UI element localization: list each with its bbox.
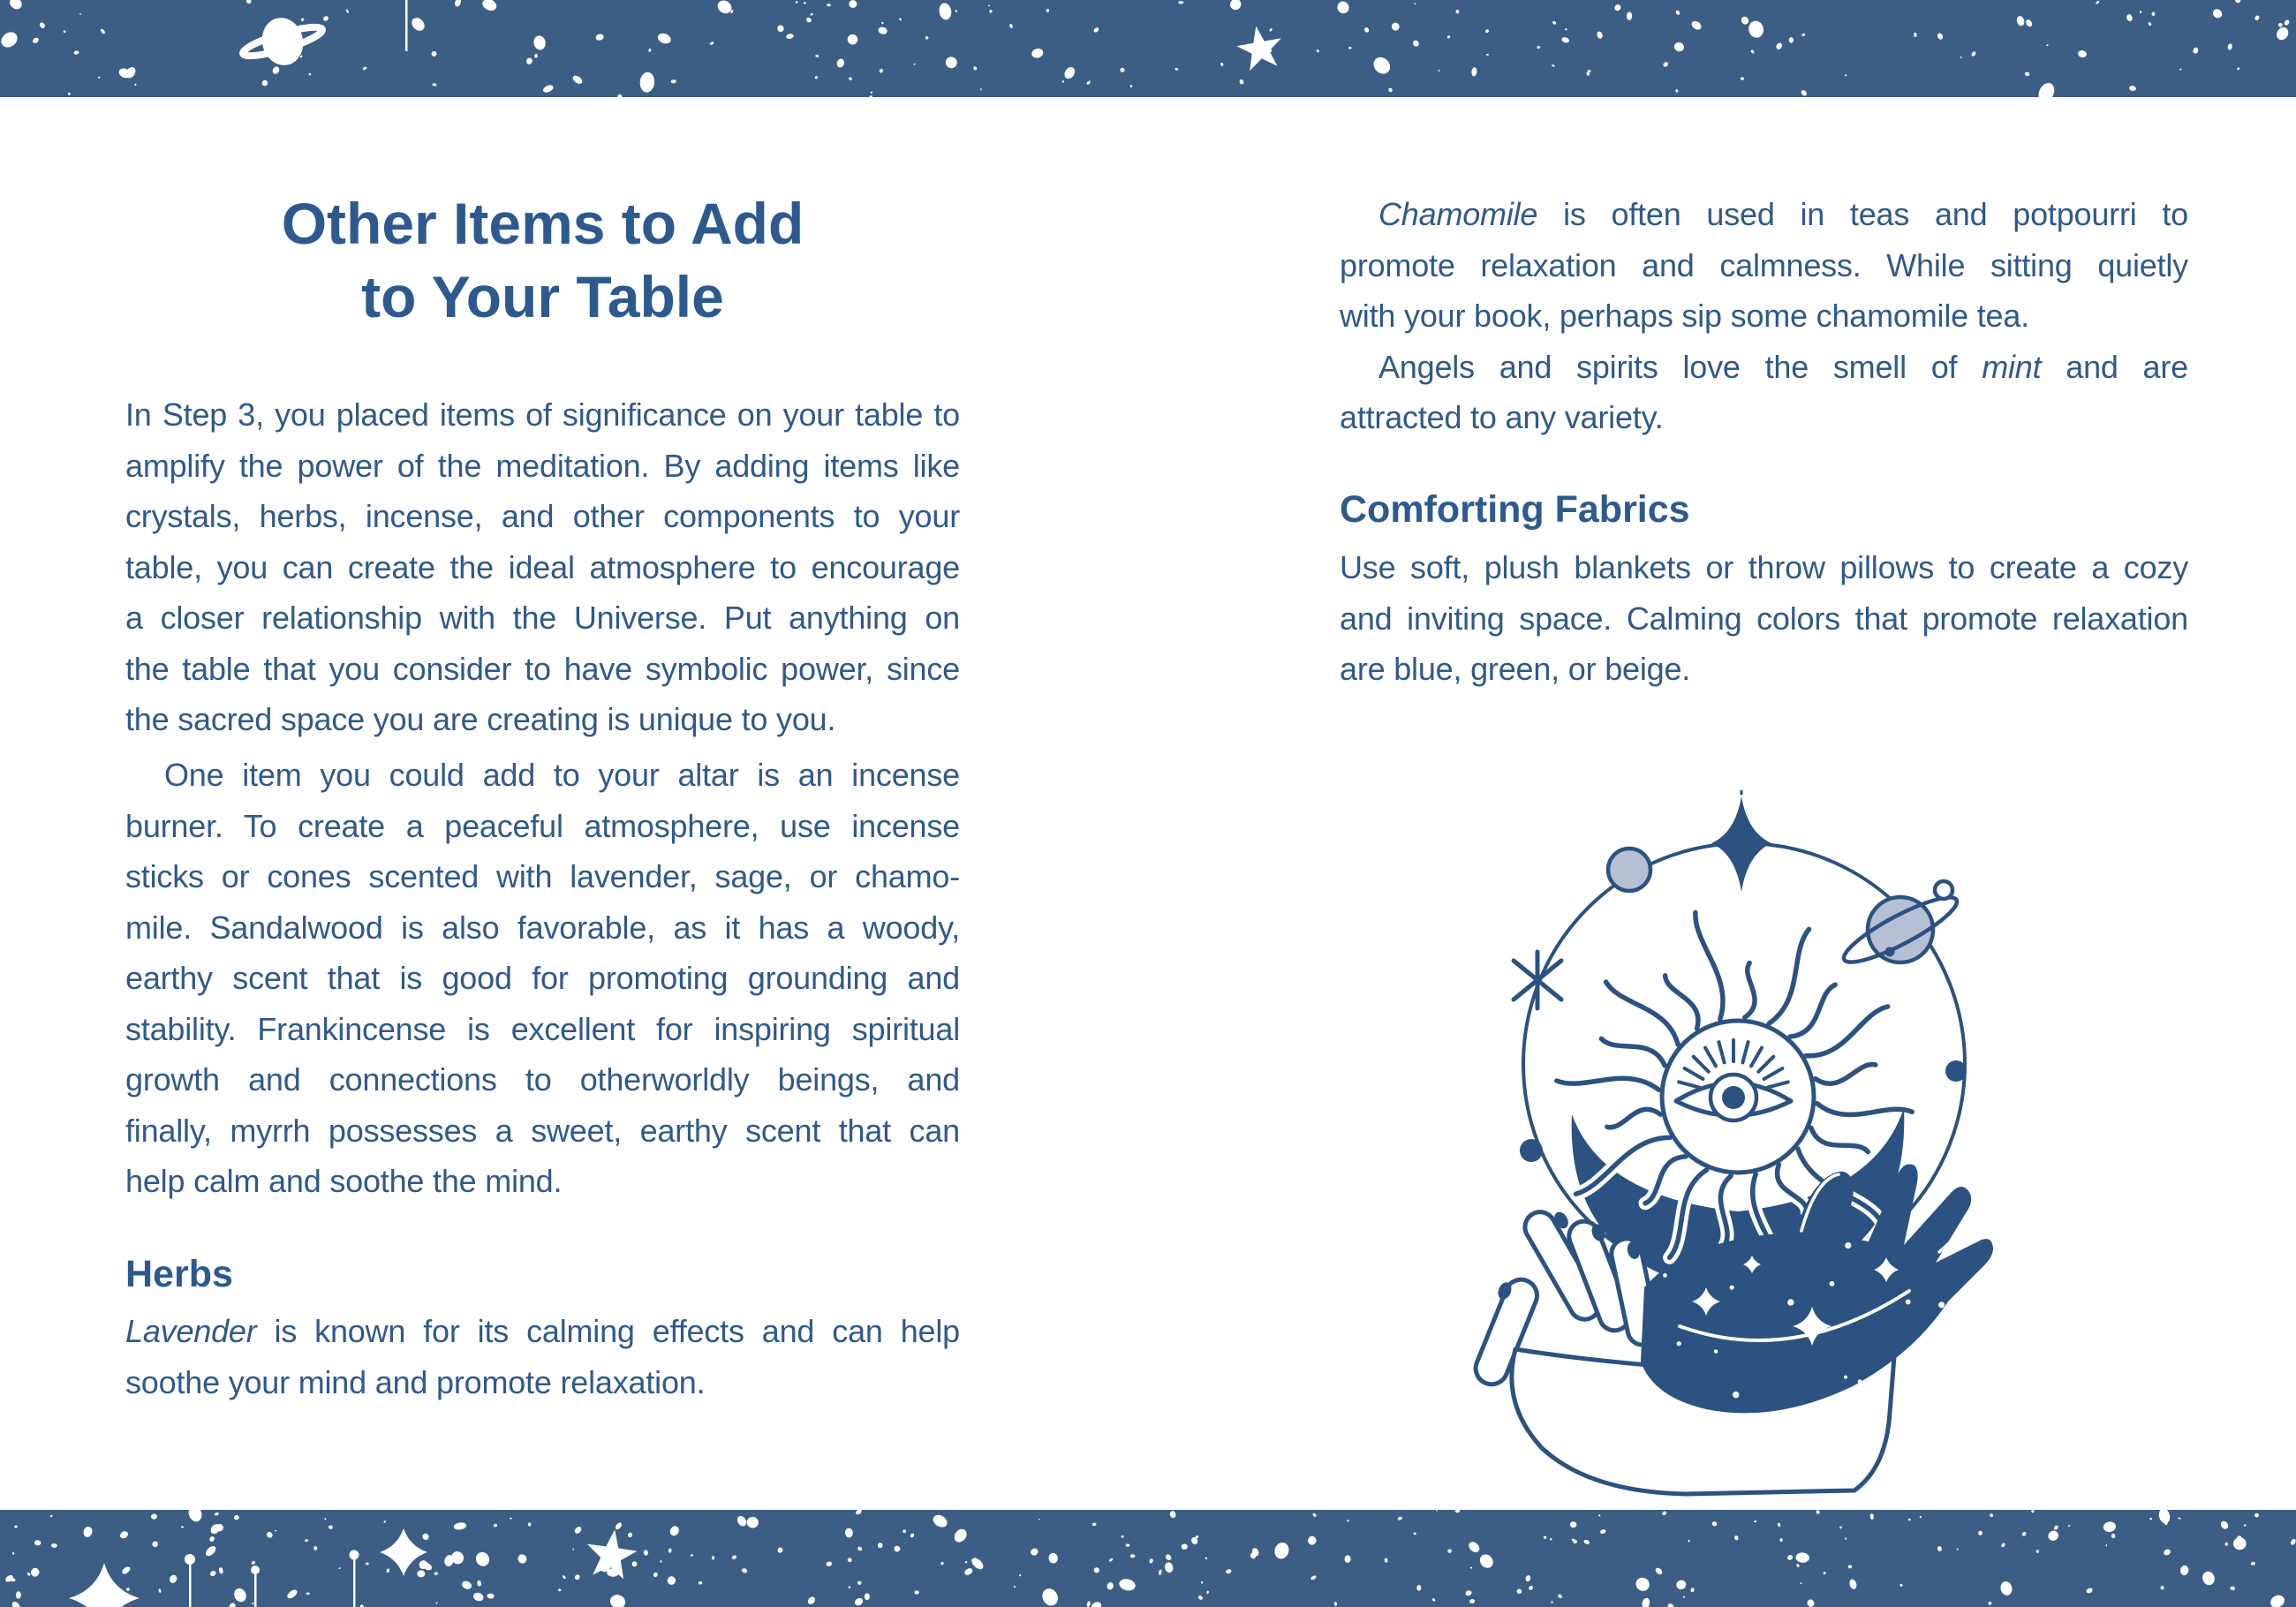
sparkle-icon [1711,796,1771,892]
italic-term: mint [1982,348,2042,385]
paragraph-lavender [125,1306,960,1407]
paragraph-fabrics [1340,542,2188,695]
top-border-stars [0,0,2296,97]
page-title-line: to Your Table [361,264,724,329]
text-run: is often used in teas and potpourri to [1537,196,2188,232]
text-line: are blue, green, or beige. [1340,651,1691,687]
text-line: promote relaxation and calmness. While sitting quietly [1340,246,2188,283]
text-line: burner. To create a peaceful atmosphere, use incense [125,807,960,844]
text-line: a closer relationship with the Universe. Put anything on [125,600,960,636]
text-line [125,1306,960,1357]
sun-eye-icon [1662,1021,1814,1173]
text-line: with your book, perhaps sip some chamomile tea. [1340,298,2029,334]
text-line: the sacred space you are creating is unique to you. [125,701,836,737]
page-title-line: Other Items to Add [281,191,804,256]
bottom-border [0,1510,2296,1607]
bottom-border-stars [0,1510,2296,1607]
hand-right [1641,1165,1993,1414]
text-run: and are [2041,348,2188,385]
text-line: earthy scent that is good for promoting grounding and [125,960,960,996]
text-line: attracted to any variety. [1340,399,1664,435]
text-line: help calm and soothe the mind. [125,1163,563,1199]
text-run: is known for its calming effects and can help [256,1313,960,1349]
section-heading-herbs: Herbs [125,1253,233,1295]
paragraph-incense [125,750,960,1207]
paragraph-chamomile-mint [1340,189,2188,443]
text-line: table, you can create the ideal atmosphere to encourage [125,548,960,585]
text-line: stability. Frankincense is excellent for inspiring spiritual [125,1010,960,1047]
text-line: finally, myrrh possesses a sweet, earthy scent that can [125,1112,960,1149]
text-line: and inviting space. Calming colors that promote relaxation [1340,600,2188,637]
text-line: soothe your mind and promote relaxation. [125,1363,706,1400]
sparkle-icon [380,1528,427,1576]
paragraph-intro [125,389,960,745]
orbit-dot [1520,1139,1543,1162]
section-heading-fabrics: Comforting Fabrics [1340,488,1690,531]
celestial-hands-illustration [1461,790,2035,1497]
star-icon [1236,26,1281,71]
text-line: crystals, herbs, incense, and other components to your [125,498,960,534]
text-line: sticks or cones scented with lavender, sage, or chamo- [125,858,960,894]
text-line [1340,342,2188,393]
text-line: mile. Sandalwood is also favorable, as it has a woody, [125,909,960,946]
italic-term: Lavender [125,1313,257,1349]
text-line: One item you could add to your altar is an incense [164,757,960,793]
italic-term: Chamomile [1378,196,1538,232]
planet-icon [1608,849,1650,891]
text-line: growth and connections to otherworldly beings, and [125,1061,960,1098]
sparkle-icon [1514,952,1561,1008]
saturn-icon [240,13,324,70]
text-line: amplify the power of the meditation. By adding items like [125,447,960,484]
text-line: In Step 3, you placed items of significance on your table to [125,396,960,433]
text-line: Use soft, plush blankets or throw pillows to create a cozy [1340,549,2188,585]
text-run: Angels and spirits love the smell of [1378,348,1983,385]
orbit-dot [1945,1060,1967,1082]
text-line [1340,189,2188,240]
text-line: the table that you consider to have symbolic power, since [125,650,960,687]
page-title [125,187,960,334]
saturn-icon [1838,881,1963,972]
top-border [0,0,2296,97]
